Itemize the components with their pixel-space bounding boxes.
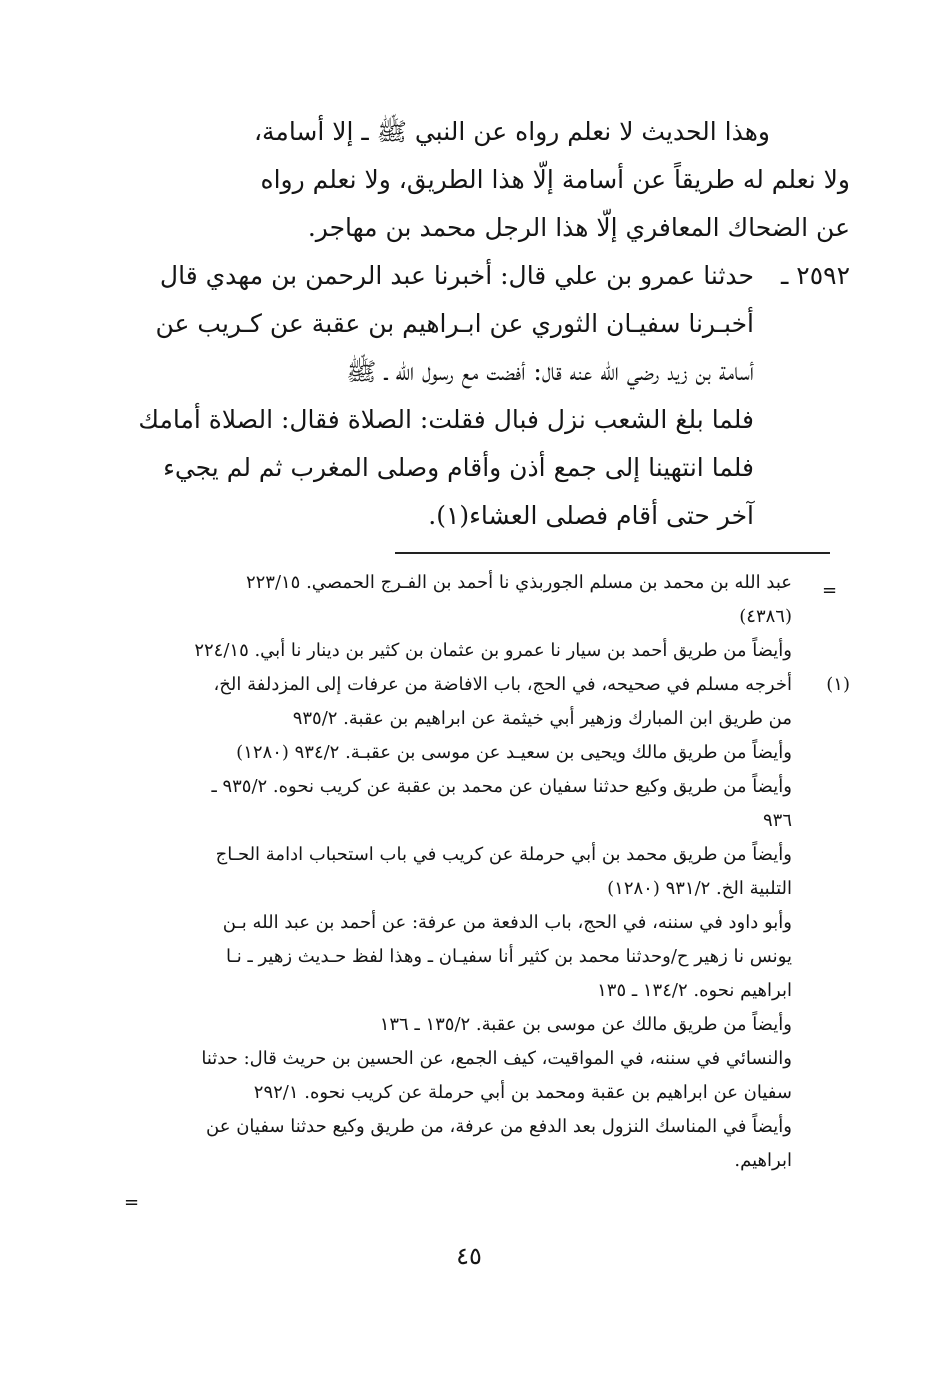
continuation-end-mark: = <box>124 1192 140 1213</box>
footnote-line: سفيان عن ابراهيم بن عقبة ومحمد بن أبي حرملة عن كريب نحوه. ٢٩٢/١ <box>253 1082 792 1103</box>
hadith-line: أخبـرنا سفيـان الثوري عن ابـراهيم بن عقبة عن كـريب عن <box>155 309 754 338</box>
footnote-line: يونس نا زهير ح/وحدثنا محمد بن كثير أنا سفيـان ـ وهذا لفظ حـديث زهير ـ نـا <box>226 946 792 967</box>
footnote-line: من طريق ابن المبارك وزهير أبي خيثمة عن ابراهيم بن عقبة. ٩٣٥/٢ <box>292 708 792 729</box>
footnote-line: (٤٣٨٦) <box>739 606 792 627</box>
footnote-line: التلبية الخ. ٩٣١/٢ (١٢٨٠) <box>607 878 792 899</box>
intro-line: ولا نعلم له طريقاً عن أسامة إلّا هذا الطريق، ولا نعلم رواه <box>260 165 850 194</box>
hadith-line: حدثنا عمرو بن علي قال: أخبرنا عبد الرحمن بن مهدي قال <box>159 261 754 290</box>
footnote-line: ابراهيم نحوه. ١٣٤/٢ ـ ١٣٥ <box>597 980 792 1001</box>
page-number: ٤٥ <box>456 1242 482 1270</box>
hadith-first-line <box>130 252 850 300</box>
hadith-line: فلما انتهينا إلى جمع أذن وأقام وصلى المغرب ثم لم يجيء <box>163 453 754 482</box>
footnote-line: وأيضاً من طريق أحمد بن سيار نا عمرو بن عثمان بن كثير بن دينار نا أبي. ٢٢٤/١٥ <box>194 640 792 661</box>
footnote-first-line <box>125 668 850 702</box>
intro-line: وهذا الحديث لا نعلم رواه عن النبي ﷺ ـ إلا أسامة، <box>253 117 770 146</box>
footnote-line: ٩٣٦ <box>762 810 792 831</box>
footnote-line: أخرجه مسلم في صحيحه، في الحج، باب الافاضة من عرفات إلى المزدلفة الخ، <box>213 674 792 695</box>
intro-line: عن الضحاك المعافري إلّا هذا الرجل محمد بن مهاجر. <box>307 213 850 242</box>
footnote-line: وأيضاً من طريق مالك ويحيى بن سعيـد عن موسى بن عقبـة. ٩٣٤/٢ (١٢٨٠) <box>236 742 792 763</box>
hadith-line: فلما بلغ الشعب نزل فبال فقلت: الصلاة فقال: الصلاة أمامك <box>138 405 754 434</box>
footnote-line: وأيضاً من طريق مالك عن موسى بن عقبة. ١٣٥/٢ ـ ١٣٦ <box>379 1014 792 1035</box>
continuation-mark: = <box>822 580 838 601</box>
footnote-line: وأيضاً من طريق محمد بن أبي حرملة عن كريب في باب استحباب ادامة الحـاج <box>215 844 792 865</box>
footnote-line: عبد الله بن محمد بن مسلم الجوربذي نا أحمد بن الفـرج الحمصي. ٢٢٣/١٥ <box>245 572 792 593</box>
footnotes <box>125 566 850 1178</box>
main-text <box>130 108 850 540</box>
hadith-line: أسامة بن زيد رضي الله عنه قال: أفضت مع رسول الله ـ ﷺ <box>346 357 754 386</box>
footnote-line: وأبو داود في سننه، في الحج، باب الدفعة من عرفة: عن أحمد بن عبد الله بـن <box>222 912 792 933</box>
footnote-divider <box>395 552 830 554</box>
hadith-number: ٢٥٩٢ ـ <box>781 261 850 290</box>
footnote-line: وأيضاً في المناسك النزول بعد الدفع من عرفة، من طريق وكيع حدثنا سفيان عن <box>206 1116 792 1137</box>
hadith-line: آخر حتى أقام فصلى العشاء(١). <box>428 501 754 530</box>
footnote-marker: (١) <box>826 674 850 695</box>
footnote-line: وأيضاً من طريق وكيع حدثنا سفيان عن محمد بن عقبة عن كريب نحوه. ٩٣٥/٢ ـ <box>211 776 792 797</box>
footnote-line: والنسائي في سننه، في المواقيت، كيف الجمع، عن الحسين بن حريث قال: حدثنا <box>201 1048 792 1069</box>
footnote-line: ابراهيم. <box>734 1150 792 1171</box>
